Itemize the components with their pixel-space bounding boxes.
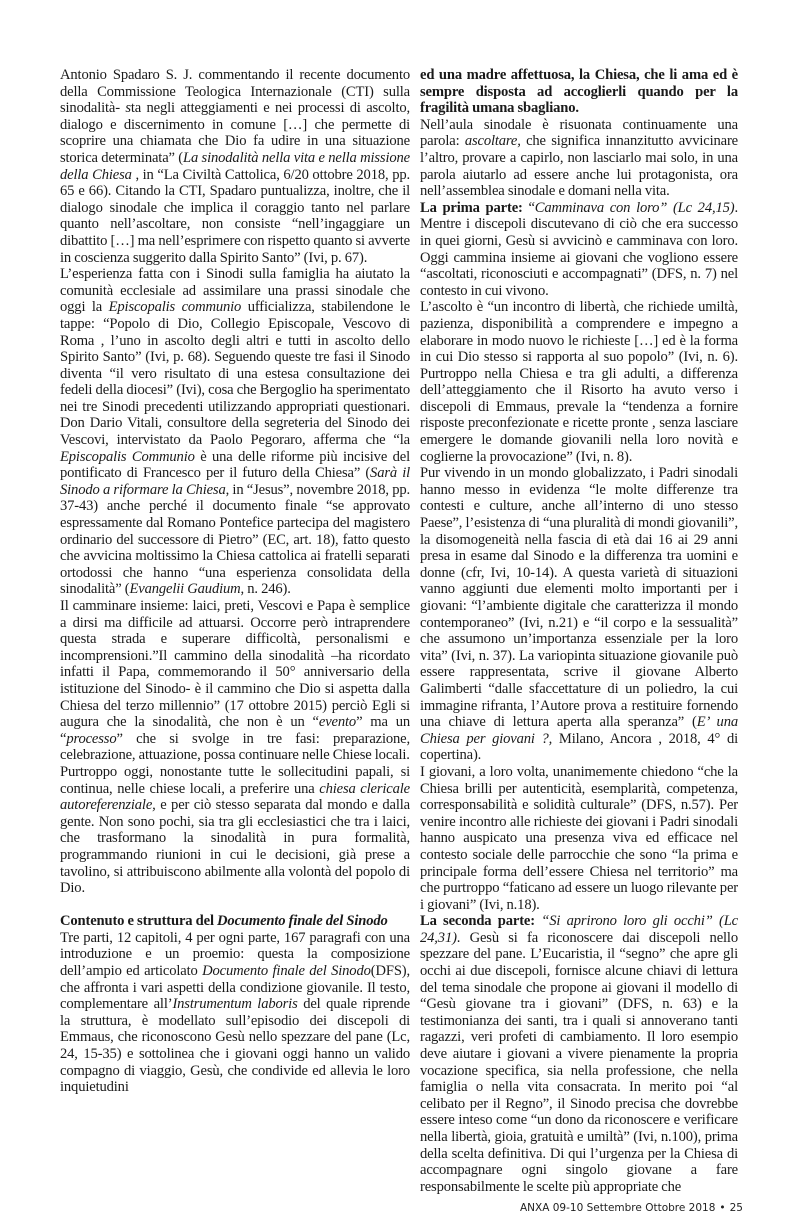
spacer — [60, 897, 410, 914]
left-column — [60, 67, 410, 1096]
paragraph: Il camminare insieme: laici, preti, Vescovi e Papa è semplice a dirsi ma difficile ad attuarsi. Occorre però intraprendere questa strada e superare difficoltà, personalismi e incomprensioni.”Il cammino della sinodalità –ha ricordato infatti il Papa, commemorando il 50° anniversario della istituzione del Sinodo- è il cammino che Dio si aspetta dalla Chiesa del terzo millennio” (17 ottobre 2015) perciò Egli si augura che la sinodalità, che non è un “evento” ma un “processo” che si svolge in tre fasi: preparazione, celebrazione, attuazione, possa continuare nelle Chiese locali. — [60, 598, 410, 764]
part-label: La prima parte: — [420, 199, 523, 216]
paragraph: Purtroppo oggi, nonostante tutte le sollecitudini papali, si continua, nelle chiese locali, a preferire una chiesa clericale autoreferenziale, e per ciò stesso separata dal mondo e dalla gente. Non sono pochi, sia tra gli ecclesiastici che tra i laici, che trasformano la sinodalità in pura formalità, programmando riunioni in cui le decisioni, già prese a tavolino, si attribuiscono abilmente alla volontà del popolo di Dio. — [60, 763, 411, 897]
paragraph: Nell’aula sinodale è risuonata continuamente una parola: ascoltare, che significa innanzitutto avvicinare l’altro, provare a capirlo, non lasciarlo mai solo, in una parola aiutarlo ad essere anche lui protagonista, ora nell’assemblea sinodale e domani nella vita. — [420, 116, 738, 200]
part-label: La seconda parte: — [420, 913, 535, 930]
paragraph: Antonio Spadaro S. J. commentando il recente documento della Commissione Teologica Internazionale (CTI) sulla sinodalità- sta negli atteggiamenti e nei processi di ascolto, dialogo e discernimento in comune […] che permette di scoprire una chiamata che Dio fa udire in una situazione storica determinata” (La sinodalità nella vita e nella missione della Chiesa , in “La Civiltà Cattolica, 6/20 ottobre 2018, pp. 65 e 66). Citando la CTI, Spadaro puntualizza, inoltre, che il dialogo sinodale che implica il coraggio tanto nel parlare quanto nell’ascoltare, non consiste “nell’ingaggiare un dibattito […] ma nell’esprimere con rispetto quanto si avverte in coscienza suggerito dalla Spirito Santo” (Ivi, p. 67). — [60, 67, 410, 266]
section-heading: Contenuto e struttura del Documento finale del Sinodo — [60, 913, 388, 930]
paragraph: Tre parti, 12 capitoli, 4 per ogni parte, 167 paragrafi con una introduzione e un proemio: questa la composizione dell’ampio ed articolato Documento finale del Sinodo(DFS), che affronta i vari aspetti della condizione giovanile. Il testo, complementare all’Instrumentum laboris del quale riprende la struttura, è modellato sull’episodio dei discepoli di Emmaus, che riconoscono Gesù nello spezzare del pane (Lc, 24, 15-35) e sottolinea che i giovani oggi hanno un valido compagno di viaggio, Gesù, che condivide ed allevia le loro inquietudini — [60, 929, 411, 1096]
bullet-separator: • — [719, 1202, 726, 1214]
paragraph: La prima parte: “Camminava con loro” (Lc 24,15). Mentre i discepoli discutevano di ciò che era successo in quei giorni, Gesù si avvicinò e camminava con loro. Oggi cammina insieme ai giovani che vogliono essere “ascoltati, riconosciuti e accompagnati” (DFS, n. 7) nel contesto in cui vivono. — [420, 199, 738, 299]
paragraph: L’esperienza fatta con i Sinodi sulla famiglia ha aiutato la comunità ecclesiale ad assimilare una prassi sinodale che oggi la Episcopalis communio ufficializza, stabilendone le tappe: “Popolo di Dio, Collegio Episcopale, Vescovo di Roma , l’uno in ascolto degli altri e tutti in ascolto dello Spirito Santo” (Ivi, p. 68). Seguendo queste tre fasi il Sinodo diventa “il vero risultato di una estesa consultazione dei fedeli della diocesi” (Ivi), cosa che Bergoglio ha sperimentato nei tre Sinodi precedenti utilizzando appropriati questionari. Don Dario Vitali, consultore della segreteria del Sinodo dei Vescovi, intervistato da Paolo Pegoraro, afferma che “la Episcopalis Communio è una delle riforme più incisive del pontificato di Francesco per il futuro della Chiesa” (Sarà il Sinodo a riformare la Chiesa, in “Jesus”, novembre 2018, pp. 37-43) anche perché il documento finale “se approvato espressamente dal Romano Pontefice partecipa del magistero ordinario del successore di Pietro” (EC, art. 18), fatto questo che avvicina moltissimo la Chiesa cattolica ai fratelli separati ortodossi che hanno “una esperienza consolidata della sinodalità” (Evangelii Gaudium, n. 246). — [60, 266, 411, 598]
paragraph: L’ascolto è “un incontro di libertà, che richiede umiltà, pazienza, disponibilità a comprendere e impegno a elaborare in modo nuovo le richieste […] ed è la forma in cui Dio stesso si rapporta al suo popolo” (Ivi, n. 6). Purtroppo nella Chiesa e tra gli adulti, a differenza dell’atteggiamento che il Risorto ha avuto verso i discepoli di Emmaus, prevale la “tendenza a fornire risposte preconfezionate e ricette pronte , senza lasciare emergere le domande giovanili nella loro novità e coglierne la provocazione” (Ivi, n. 8). — [420, 299, 738, 465]
page-footer — [520, 1202, 743, 1215]
right-column — [420, 67, 738, 1195]
paragraph: I giovani, a loro volta, unanimemente chiedono “che la Chiesa brilli per autenticità, esemplarità, competenza, corresponsabilità e solidità culturale” (DFS, n.57). Per venire incontro alle richieste dei giovani i Padri sinodali hanno auspicato una presenza viva ed efficace nel contesto sociale delle parrocchie che sono “la prima e principale forma dell’essere Chiesa nel territorio” ma che purtroppo “faticano ad essere un luogo rilevante per i giovani” (Ivi, n.18). — [420, 763, 738, 913]
paragraph: Pur vivendo in un mondo globalizzato, i Padri sinodali hanno messo in evidenza “le molte differenze tra contesti e culture, anche all’interno di uno stesso Paese”, l’esistenza di “una pluralità di mondi giovanili”, la disomogeneità nella fascia di età dai 16 ai 29 anni presa in esame dal Sinodo e la differenza tra uomini e donne (cfr, Ivi, 10-14). A questa varietà di situazioni vanno aggiunti due elementi molto importanti per i giovani: “l’ambiente digitale che caratterizza il mondo contemporaneo” (Ivi, n.21) e “il corpo e la sessualità” che assumono un’importanza essenziale per la loro vita” (Ivi, n. 37). La variopinta situazione giovanile può essere rappresentata, scrive il giovane Alberto Galimberti “dalle sfaccettature di un poliedro, la cui immagine rifranta, l’Autore prova a restituire fornendo una chiave di lettura aperta alla speranza” (E’ una Chiesa per giovani ?, Milano, Ancora , 2018, 4° di copertina). — [420, 465, 739, 764]
page-number: 25 — [729, 1202, 743, 1214]
paragraph: ed una madre affettuosa, la Chiesa, che li ama ed è sempre disposta ad accoglierli quando per la fragilità umana sbagliano. — [420, 67, 738, 117]
publication-info: ANXA 09-10 Settembre Ottobre 2018 — [520, 1202, 716, 1214]
paragraph: La seconda parte: “Si aprirono loro gli occhi” (Lc 24,31). Gesù si fa riconoscere dai discepoli nello spezzare del pane. L’Eucaristia, il “segno” che apre gli occhi ai due discepoli, fornisce alcune chiavi di lettura del tema sinodale che propone ai giovani il modello di “Gesù giovane tra i giovani” (DFS, n. 63) e la testimonianza dei santi, tra i quali si annoverano tanti ragazzi, veri profeti di cambiamento. Il loro esempio deve aiutare i giovani a vivere pienamente la propria vocazione specifica, sia nella professione, che nella famiglia o nella vita consacrata. In merito poi “al celibato per il Regno”, il Sinodo precisa che dovrebbe essere inteso come “un dono da riconoscere e verificare nella libertà, gioia, gratuità e umiltà” (Ivi, n.100), prima della scelta definitiva. Di qui l’urgenza per la Chiesa di accompagnare ogni singolo giovane a fare responsabilmente le scelte più appropriate che — [420, 913, 739, 1195]
